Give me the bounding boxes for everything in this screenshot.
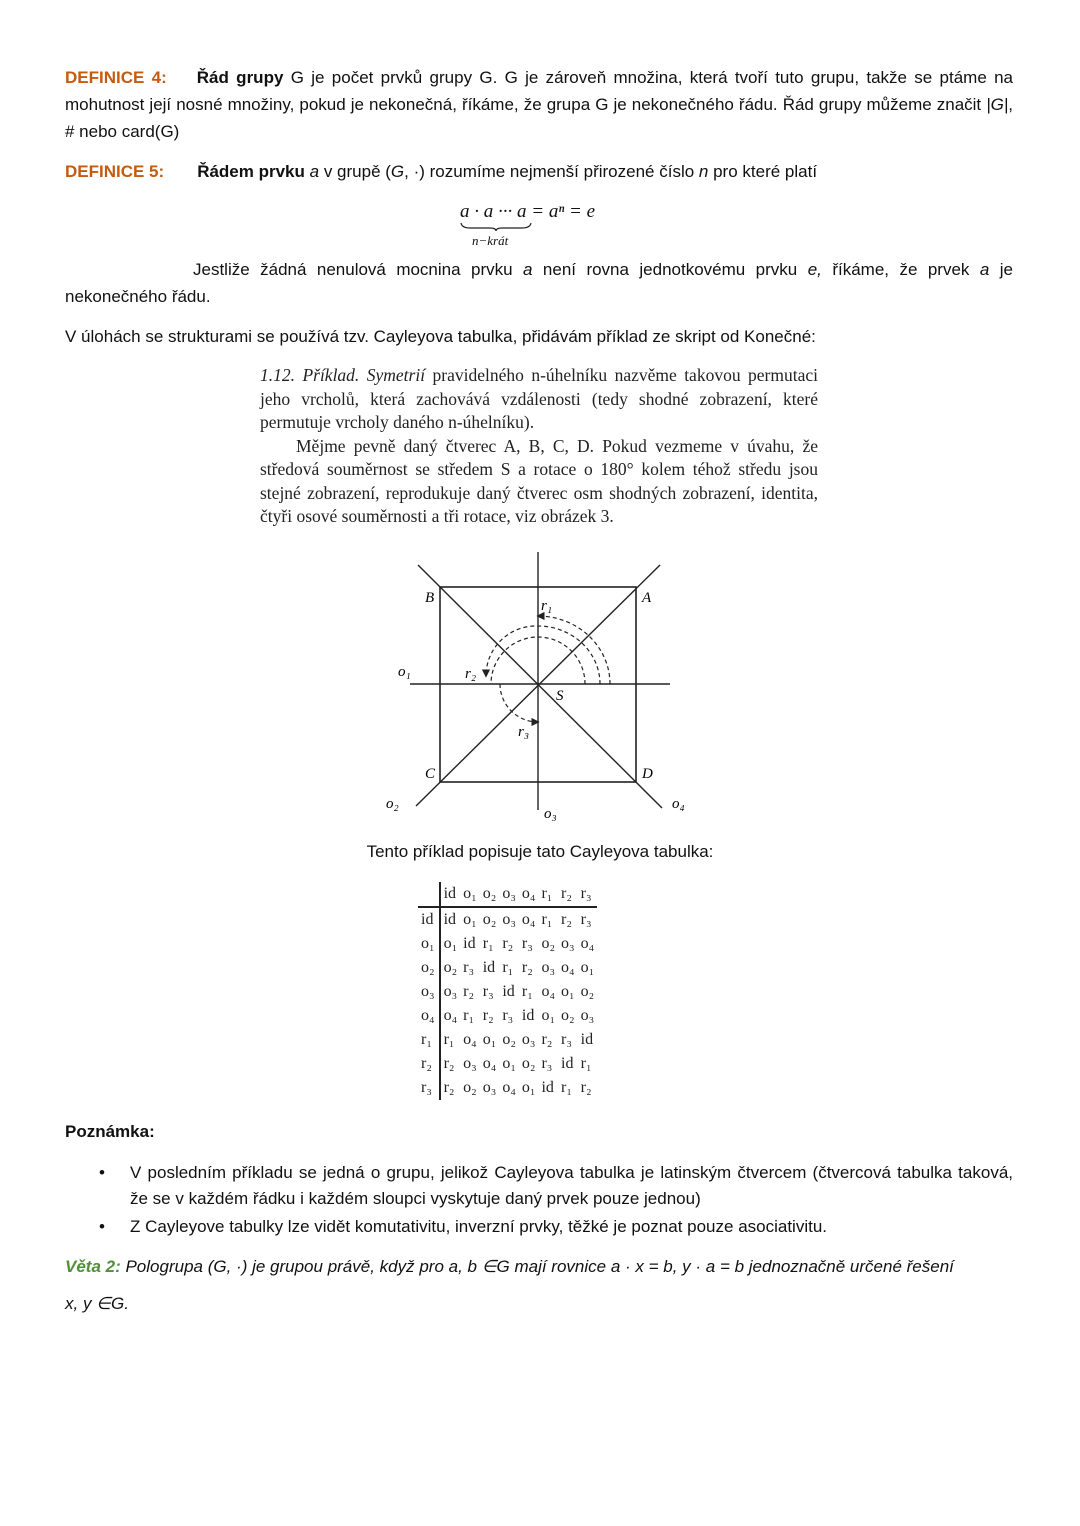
book-heading: 1.12. Příklad. <box>260 365 360 385</box>
cayley-cell: id <box>502 983 515 1000</box>
cayley-cell: o₁ <box>443 935 458 952</box>
cayley-row-label: o₄ <box>418 1004 440 1028</box>
book-paragraph-2: Mějme pevně daný čtverec A, B, C, D. Pokud vezmeme v úvahu, že středová souměrnost se středem S a rotace o 180° kolem téhož středu jsou stejné zobrazení, reprodukuje daný čtverec osm shodných zobrazení, identita, čtyři osové souměrnosti a tři rotace, viz obrázek 3. <box>260 435 818 526</box>
note-item <box>65 1214 1013 1240</box>
cayley-row-label: r₃ <box>418 1076 440 1100</box>
cayley-cell: id <box>443 911 457 928</box>
cayley-header-cell: o₁ <box>460 882 480 907</box>
label-r2: r₂ <box>465 666 477 682</box>
cayley-cell: o₃ <box>521 1031 536 1048</box>
cayley-row-label: o₂ <box>418 956 440 980</box>
cayley-cell: r₂ <box>561 911 572 928</box>
note-title: Poznámka: <box>65 1122 155 1141</box>
cayley-intro: V úlohách se strukturami se používá tzv. Cayleyova tabulka, přidávám příklad ze skript od Konečné: <box>65 327 816 346</box>
cayley-header-cell: id <box>440 882 461 907</box>
definition-5-text-3: pro které platí <box>708 162 818 181</box>
cayley-cell: o₃ <box>561 935 575 952</box>
vertex-a: A <box>642 590 652 606</box>
cayley-cell: o₄ <box>463 1031 477 1048</box>
cayley-cell: r₃ <box>561 1031 572 1048</box>
cayley-cell: r₁ <box>443 1031 455 1048</box>
follow-text-2: není rovna jednotkovému prvku <box>532 260 808 279</box>
cayley-cell: id <box>482 959 496 976</box>
cayley-row <box>418 1052 597 1076</box>
cayley-cell: o₂ <box>502 1031 516 1048</box>
cayley-cell: r₁ <box>482 935 494 952</box>
cayley-cell: o₂ <box>541 935 556 952</box>
cayley-row <box>418 956 597 980</box>
cayley-cell: r₃ <box>580 911 592 928</box>
cayley-cell: o₃ <box>482 1079 497 1096</box>
definition-5-infinite-order <box>65 256 1013 310</box>
vertex-c: C <box>425 766 436 782</box>
var-g: G <box>390 162 405 181</box>
cayley-cell: o₄ <box>580 935 595 952</box>
cayley-cell: r₂ <box>580 1079 592 1096</box>
label-r3: r₃ <box>518 724 530 740</box>
cayley-header-cell: o₄ <box>519 882 539 907</box>
var-a: a <box>309 162 320 181</box>
cayley-cell: o₁ <box>580 959 595 976</box>
cayley-cell: o₁ <box>521 1079 536 1096</box>
cayley-cell: o₃ <box>502 911 516 928</box>
cayley-header-cell: r₃ <box>578 882 598 907</box>
cayley-cell: r₂ <box>521 959 533 976</box>
definition-4-term: Řád grupy <box>196 68 284 87</box>
cayley-corner <box>418 882 440 907</box>
label-o1: o₁ <box>398 664 411 680</box>
label-o4: o₄ <box>672 796 685 812</box>
cayley-cell: o₁ <box>541 1007 556 1024</box>
cayley-cell: r₂ <box>502 935 514 952</box>
follow-text-3: říkáme, že prvek <box>821 260 980 279</box>
book-excerpt <box>260 364 818 529</box>
cayley-cell: o₁ <box>502 1055 516 1072</box>
cayley-cell: o₄ <box>521 911 536 928</box>
cayley-cell: o₃ <box>580 1007 595 1024</box>
bullet-icon: • <box>99 1163 105 1182</box>
label-o2: o₂ <box>386 796 399 812</box>
cayley-row-label: o₁ <box>418 932 440 956</box>
cayley-cell: o₄ <box>443 1007 458 1024</box>
cayley-cell: id <box>580 1031 594 1048</box>
cayley-row <box>418 1076 597 1100</box>
cayley-cell: r₁ <box>502 959 514 976</box>
cayley-cell: r₃ <box>463 959 475 976</box>
cayley-cell: o₄ <box>561 959 575 976</box>
cayley-header-cell: o₂ <box>480 882 500 907</box>
center-s: S <box>556 688 564 704</box>
cayley-cell: o₄ <box>502 1079 516 1096</box>
cayley-cell: o₃ <box>541 959 556 976</box>
cayley-header-cell: r₂ <box>558 882 578 907</box>
note-item <box>65 1160 1013 1212</box>
cayley-row-label: r₁ <box>418 1028 440 1052</box>
note-item-text: V posledním příkladu se jedná o grupu, jelikož Cayleyova tabulka je latinským čtvercem (čtvercová tabulka taková, že se v každém řádku i každém sloupci vyskytuje daný prvek pouze jednou) <box>130 1163 1013 1208</box>
theorem-text: Pologrupa (G, ·) je grupou právě, když pro a, b ∈G mají rovnice a · x = b, y · a = b jednoznačně určené řešení <box>120 1257 954 1276</box>
cayley-cell: r₂ <box>463 983 475 1000</box>
cayley-header-cell: o₃ <box>499 882 519 907</box>
cayley-cell: r₃ <box>502 1007 514 1024</box>
cayley-cell: r₂ <box>443 1055 455 1072</box>
cayley-cell: r₁ <box>521 983 533 1000</box>
square-symmetry-figure <box>380 550 700 830</box>
cayley-cell: o₁ <box>561 983 575 1000</box>
cayley-cell: r₁ <box>561 1079 572 1096</box>
theorem-2-continuation: x, y ∈G. <box>65 1294 129 1313</box>
cayley-cell: o₁ <box>482 1031 497 1048</box>
formula-result: = aⁿ = e <box>526 201 596 222</box>
cayley-cell: r₁ <box>541 911 553 928</box>
cayley-cell: o₂ <box>580 983 595 1000</box>
cayley-cell: o₃ <box>463 1055 477 1072</box>
definition-4-text: G je počet prvků grupy G. G je zároveň množina, která tvoří tuto grupu, takže se ptáme na mohutnost její nosné množiny, pokud je nekonečná, říkáme, že grupa G je nekonečného řádu. Řád grupy můžeme značit <box>65 68 1014 114</box>
cayley-cell: r₁ <box>463 1007 475 1024</box>
axis-o2 <box>418 565 662 808</box>
rotation-arc-r2b <box>486 626 600 684</box>
cayley-cell: o₂ <box>443 959 458 976</box>
label-o3: o₃ <box>544 806 557 822</box>
definition-5-text-2: , ·) rozumíme nejmenší přirozené číslo <box>404 162 699 181</box>
cayley-row <box>418 1028 597 1052</box>
cayley-cell: id <box>561 1055 574 1072</box>
cayley-cell: id <box>521 1007 535 1024</box>
definition-4-notation: |G| <box>986 95 1009 114</box>
order-formula <box>460 200 596 248</box>
book-heading-term: Symetrií <box>359 365 426 385</box>
book-paragraph-1 <box>260 364 818 435</box>
cayley-cell: o₁ <box>463 911 477 928</box>
definition-4-text-end: , # nebo card(G) <box>65 95 1013 141</box>
cayley-cell: o₄ <box>541 983 556 1000</box>
formula-underbrace-label: n−krát <box>472 233 509 248</box>
cayley-cell: id <box>541 1079 554 1096</box>
rotation-arc-r3 <box>500 684 538 722</box>
follow-var-a: a <box>523 260 533 279</box>
cayley-cell: o₂ <box>521 1055 536 1072</box>
var-n: n <box>698 162 709 181</box>
cayley-cell: o₃ <box>443 983 458 1000</box>
cayley-cell: r₃ <box>521 935 533 952</box>
cayley-cell: r₃ <box>482 983 494 1000</box>
note-list <box>65 1160 1013 1242</box>
cayley-cell: id <box>463 935 476 952</box>
table-caption: Tento příklad popisuje tato Cayleyova tabulka: <box>366 842 714 861</box>
definition-5-term: Řádem prvku <box>197 162 305 181</box>
cayley-header-row <box>418 882 597 907</box>
book-paragraph-1-text: pravidelného n-úhelníku nazvěme takovou permutaci jeho vrcholů, která zachovává vzdálenosti (tedy shodné zobrazení, které permutuje vrcholy daného n-úhelníku). <box>260 365 818 432</box>
formula-product: a · a ··· a <box>460 201 527 222</box>
cayley-cell: r₁ <box>580 1055 592 1072</box>
follow-var-a-2: a <box>979 260 990 279</box>
follow-text-4: je nekonečného řádu. <box>65 260 1013 306</box>
label-r1: r₁ <box>541 598 553 614</box>
cayley-cell: r₂ <box>482 1007 494 1024</box>
cayley-cell: o₂ <box>561 1007 575 1024</box>
vertex-d: D <box>642 766 653 782</box>
definition-4 <box>65 64 1013 145</box>
follow-text-1: Jestliže žádná nenulová mocnina prvku <box>193 260 524 279</box>
cayley-cell: r₂ <box>443 1079 455 1096</box>
definition-5-text: v grupě ( <box>319 162 391 181</box>
cayley-cell: o₄ <box>482 1055 497 1072</box>
bullet-icon: • <box>99 1217 105 1236</box>
definition-5 <box>65 158 1013 185</box>
vertex-b: B <box>425 590 435 606</box>
definition-4-label: DEFINICE 4: <box>65 68 167 87</box>
cayley-row-label: o₃ <box>418 980 440 1004</box>
cayley-cell: r₂ <box>541 1031 553 1048</box>
cayley-header-cell: r₁ <box>538 882 558 907</box>
definition-5-label: DEFINICE 5: <box>65 162 165 181</box>
note-item-text: Z Cayleyove tabulky lze vidět komutativitu, inverzní prvky, těžké je poznat pouze asociativitu. <box>130 1217 828 1236</box>
theorem-2 <box>65 1253 1013 1280</box>
cayley-cell: o₂ <box>463 1079 477 1096</box>
cayley-row <box>418 980 597 1004</box>
cayley-cell: o₂ <box>482 911 497 928</box>
cayley-row <box>418 932 597 956</box>
theorem-label: Věta 2: <box>65 1257 121 1276</box>
cayley-cell: r₃ <box>541 1055 553 1072</box>
cayley-row-label: r₂ <box>418 1052 440 1076</box>
cayley-table <box>418 882 597 1100</box>
cayley-row-label: id <box>418 907 440 932</box>
follow-var-e: e, <box>807 260 822 279</box>
cayley-row <box>418 1004 597 1028</box>
cayley-row <box>418 907 597 932</box>
